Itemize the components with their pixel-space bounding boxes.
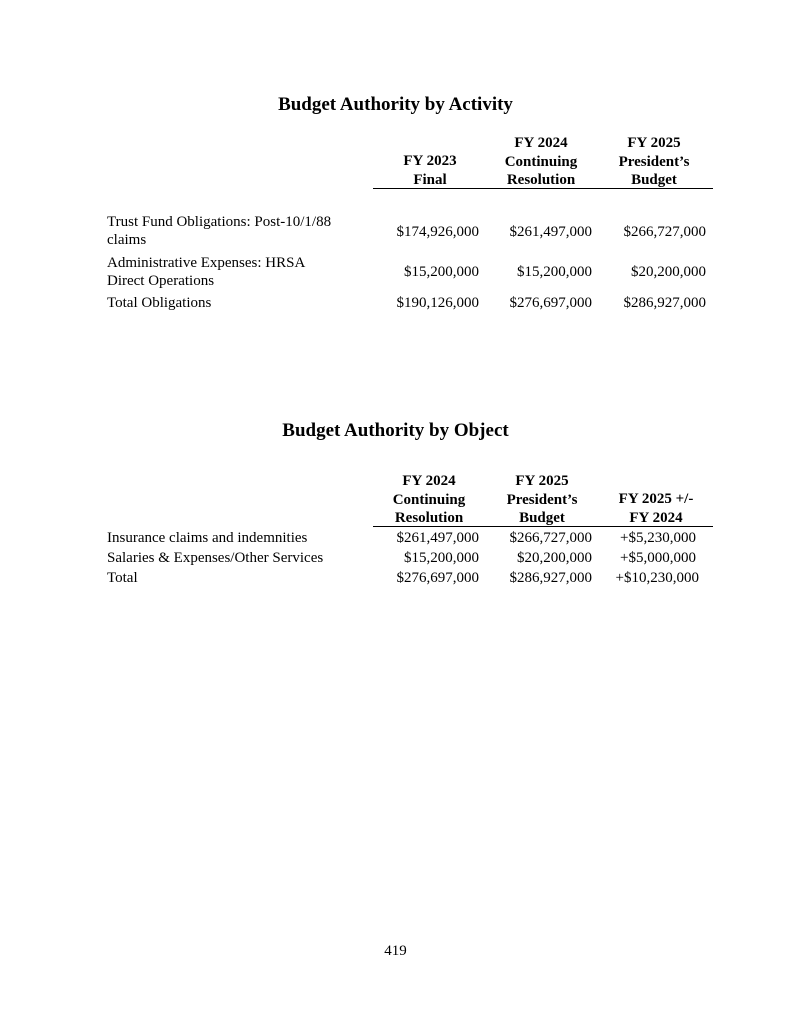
object-row-value: $15,200,000 xyxy=(404,550,479,566)
object-header-rule xyxy=(373,526,713,527)
object-col-header-fy2024: FY 2024 Continuing Resolution xyxy=(392,473,466,526)
activity-row-value: $15,200,000 xyxy=(517,264,592,280)
object-row-value: $261,497,000 xyxy=(396,530,479,546)
activity-row-value: $190,126,000 xyxy=(396,295,479,311)
activity-col-header-fy2023: FY 2023 Final xyxy=(403,153,457,188)
activity-row-label: Administrative Expenses: HRSA Direct Operations xyxy=(107,255,306,289)
activity-row-value: $174,926,000 xyxy=(396,224,479,240)
object-col-header-fy2025: FY 2025 President’s Budget xyxy=(506,473,578,526)
object-row-label: Salaries & Expenses/Other Services xyxy=(107,550,324,566)
activity-row-value: $276,697,000 xyxy=(509,295,592,311)
activity-row-value: $286,927,000 xyxy=(623,295,706,311)
activity-row-value: $20,200,000 xyxy=(631,264,706,280)
activity-row-label: Trust Fund Obligations: Post-10/1/88 claims xyxy=(107,214,332,248)
activity-col-header-fy2025: FY 2025 President’s Budget xyxy=(618,135,690,188)
activity-header-rule xyxy=(373,188,713,189)
object-row-value: $20,200,000 xyxy=(517,550,592,566)
activity-row-label: Total Obligations xyxy=(107,295,212,311)
object-row-label: Total xyxy=(107,570,138,586)
object-row-value: +$10,230,000 xyxy=(615,570,699,586)
object-col-header-change: FY 2025 +/- FY 2024 xyxy=(618,491,694,526)
activity-col-header-fy2024: FY 2024 Continuing Resolution xyxy=(504,135,578,188)
object-row-value: $266,727,000 xyxy=(509,530,592,546)
object-row-value: +$5,230,000 xyxy=(620,530,696,546)
page-number: 419 xyxy=(384,943,407,959)
object-row-value: $276,697,000 xyxy=(396,570,479,586)
activity-row-value: $266,727,000 xyxy=(623,224,706,240)
object-row-value: $286,927,000 xyxy=(509,570,592,586)
activity-table-title: Budget Authority by Activity xyxy=(278,94,513,115)
activity-row-value: $261,497,000 xyxy=(509,224,592,240)
activity-row-value: $15,200,000 xyxy=(404,264,479,280)
object-row-label: Insurance claims and indemnities xyxy=(107,530,308,546)
object-row-value: +$5,000,000 xyxy=(620,550,696,566)
object-table-title: Budget Authority by Object xyxy=(282,420,509,441)
